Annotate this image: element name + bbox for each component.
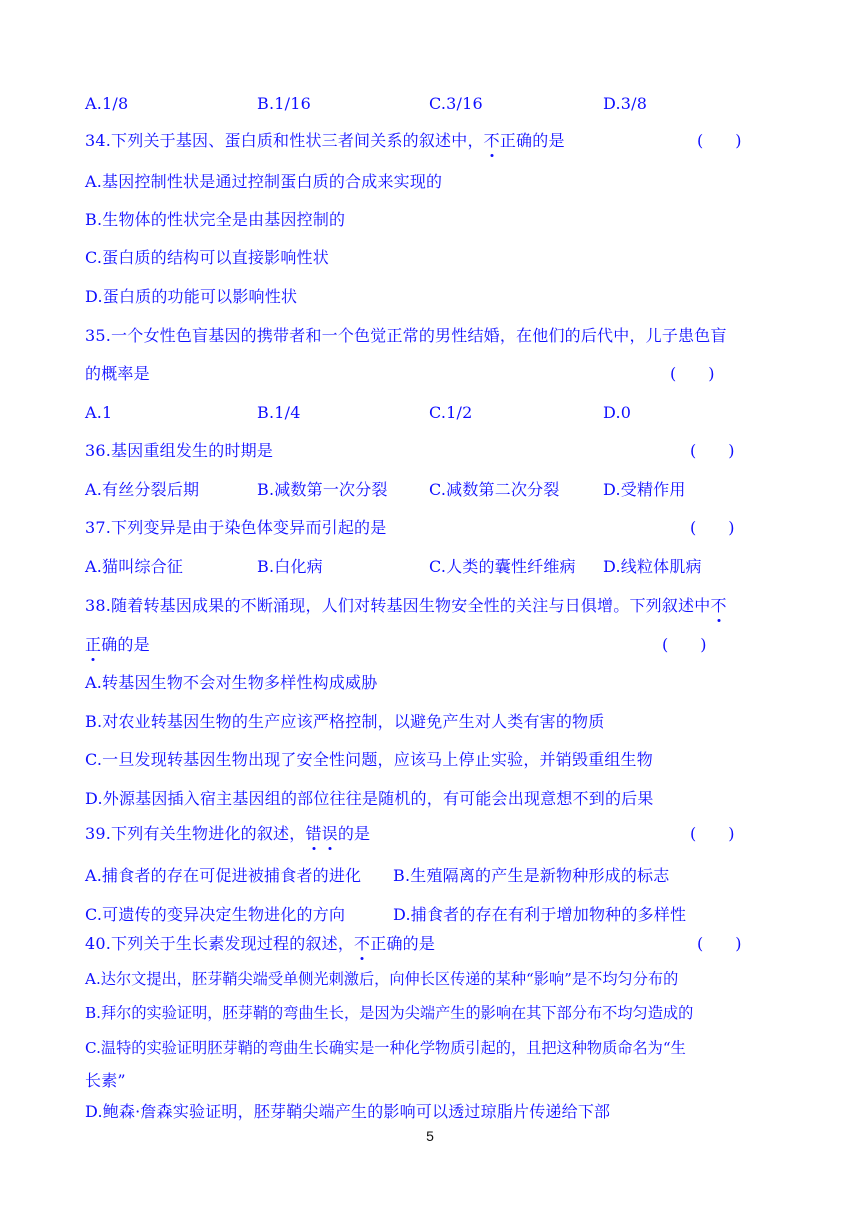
q37-answer-paren: ( ) xyxy=(690,518,735,537)
q40-option-a: A.达尔文提出，胚芽鞘尖端受单侧光刺激后，向伸长区传递的某种“影响”是不均匀分布的 xyxy=(85,970,679,988)
page-number: 5 xyxy=(426,1128,434,1144)
q37-stem: 37.下列变异是由于染色体变异而引起的是 xyxy=(85,518,387,537)
q38-option-a: A.转基因生物不会对生物多样性构成威胁 xyxy=(85,673,378,692)
q39-option-b: B.生殖隔离的产生是新物种形成的标志 xyxy=(393,866,670,885)
emphasis-dot-char: 正 xyxy=(85,635,102,654)
q35-stem-line1: 35.一个女性色盲基因的携带者和一个色觉正常的男性结婚，在他们的后代中，儿子患色盲 xyxy=(85,326,727,345)
q34-option-b: B.生物体的性状完全是由基因控制的 xyxy=(85,210,346,229)
q33-option-b: B.1/16 xyxy=(257,94,311,113)
q33-option-c: C.3/16 xyxy=(429,94,483,113)
q39-option-c: C.可遗传的变异决定生物进化的方向 xyxy=(85,905,346,924)
q38-stem-line1: 38.随着转基因成果的不断涌现，人们对转基因生物安全性的关注与日俱增。下列叙述中不 xyxy=(85,596,727,615)
q38-stem-line2: 正确的是 xyxy=(85,635,150,654)
q34-option-c: C.蛋白质的结构可以直接影响性状 xyxy=(85,248,329,267)
q37-option-c: C.人类的囊性纤维病 xyxy=(429,557,576,576)
q40-option-c: C.温特的实验证明胚芽鞘的弯曲生长确实是一种化学物质引起的，且把这种物质命名为“生 xyxy=(85,1039,686,1057)
q35-option-b: B.1/4 xyxy=(257,403,301,422)
q39-option-a: A.捕食者的存在可促进被捕食者的进化 xyxy=(85,866,362,885)
q40-stem: 40.下列关于生长素发现过程的叙述，不正确的是 xyxy=(85,934,436,953)
q36-option-d: D.受精作用 xyxy=(603,480,686,499)
q40-option-b: B.拜尔的实验证明，胚芽鞘的弯曲生长，是因为尖端产生的影响在其下部分布不均匀造成的 xyxy=(85,1004,694,1022)
emphasis-dot-char: 不 xyxy=(710,596,727,615)
q36-option-a: A.有丝分裂后期 xyxy=(85,480,200,499)
q39-answer-paren: ( ) xyxy=(690,824,735,843)
q33-option-d: D.3/8 xyxy=(603,94,648,113)
q36-option-c: C.减数第二次分裂 xyxy=(429,480,560,499)
q40-answer-paren: ( ) xyxy=(697,934,742,953)
emphasis-dot-char: 不 xyxy=(354,934,371,953)
q35-option-d: D.0 xyxy=(603,403,632,422)
q39-option-d: D.捕食者的存在有利于增加物种的多样性 xyxy=(393,905,687,924)
q38-answer-paren: ( ) xyxy=(662,635,707,654)
q36-answer-paren: ( ) xyxy=(690,441,735,460)
q37-option-a: A.猫叫综合征 xyxy=(85,557,184,576)
q40-option-c-continued: 长素” xyxy=(85,1071,126,1090)
q34-answer-paren: ( ) xyxy=(697,131,742,150)
q34-option-a: A.基因控制性状是通过控制蛋白质的合成来实现的 xyxy=(85,172,443,191)
q38-option-d: D.外源基因插入宿主基因组的部位往往是随机的，有可能会出现意想不到的后果 xyxy=(85,789,654,808)
q38-option-b: B.对农业转基因生物的生产应该严格控制，以避免产生对人类有害的物质 xyxy=(85,712,605,731)
q36-stem: 36.基因重组发生的时期是 xyxy=(85,441,274,460)
q37-option-b: B.白化病 xyxy=(257,557,323,576)
q35-stem-line2: 的概率是 xyxy=(85,364,150,383)
q38-option-c: C.一旦发现转基因生物出现了安全性问题，应该马上停止实验，并销毁重组生物 xyxy=(85,750,653,769)
q40-option-d: D.鲍森·詹森实验证明，胚芽鞘尖端产生的影响可以透过琼脂片传递给下部 xyxy=(85,1102,611,1121)
emphasis-dot-char: 误 xyxy=(321,824,338,843)
q37-option-d: D.线粒体肌病 xyxy=(603,557,702,576)
q34-stem: 34.下列关于基因、蛋白质和性状三者间关系的叙述中，不正确的是 xyxy=(85,131,565,150)
q35-option-c: C.1/2 xyxy=(429,403,473,422)
emphasis-dot-char: 不 xyxy=(483,131,500,150)
q34-option-d: D.蛋白质的功能可以影响性状 xyxy=(85,287,298,306)
q36-option-b: B.减数第一次分裂 xyxy=(257,480,388,499)
q35-answer-paren: ( ) xyxy=(670,364,715,383)
q33-option-a: A.1/8 xyxy=(85,94,129,113)
q35-option-a: A.1 xyxy=(85,403,113,422)
emphasis-dot-char: 错 xyxy=(305,824,322,843)
q39-stem: 39.下列有关生物进化的叙述，错误的是 xyxy=(85,824,371,843)
